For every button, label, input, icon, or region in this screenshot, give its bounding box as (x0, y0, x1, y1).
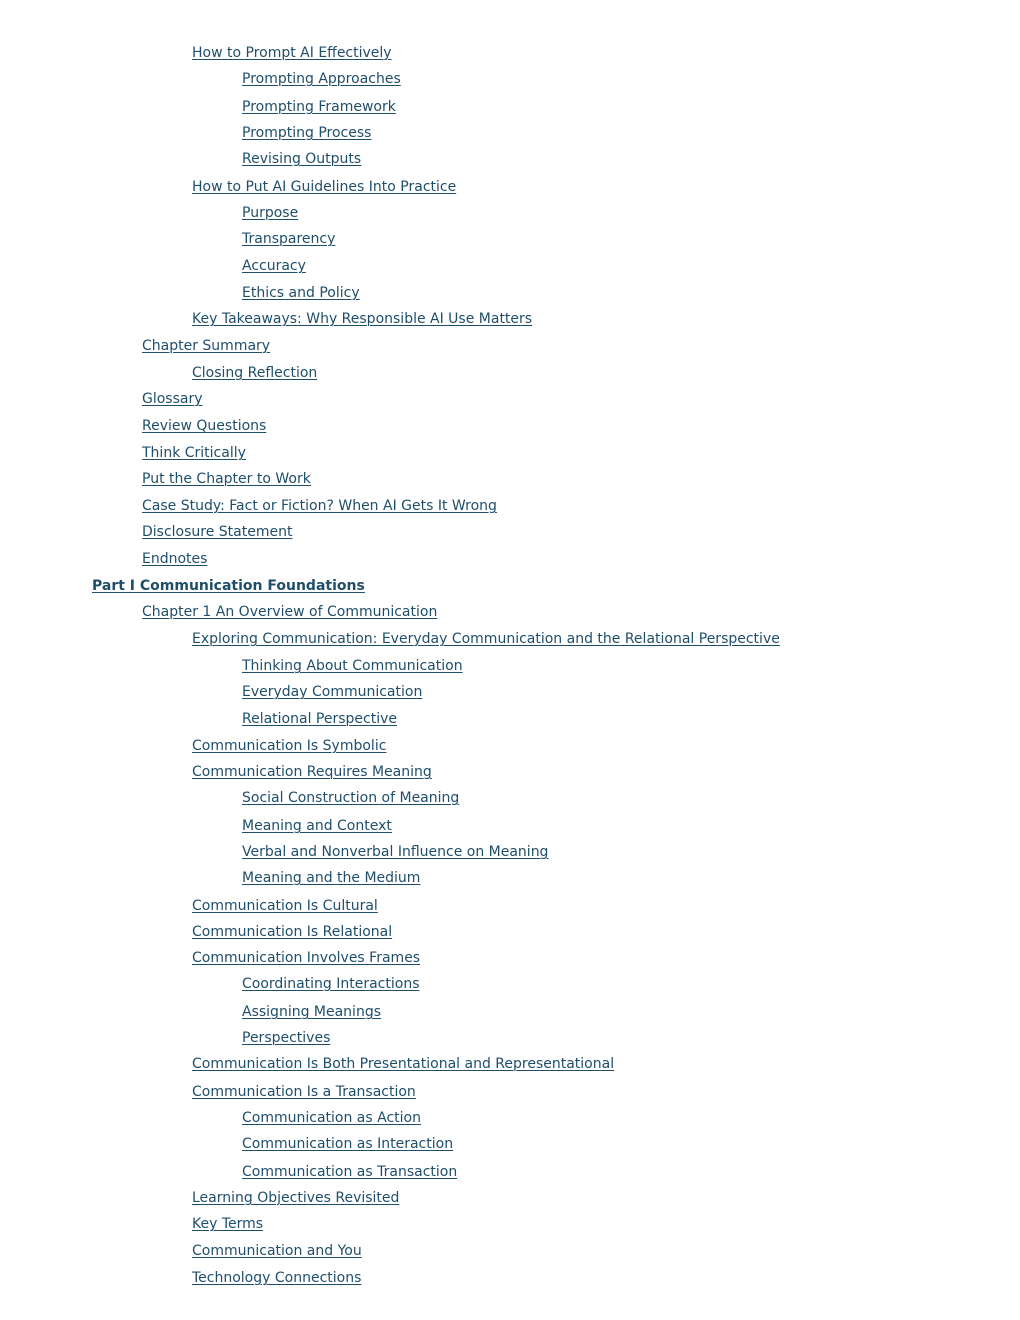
toc-link-key-terms[interactable]: Key Terms (192, 1216, 264, 1232)
toc-link-learning-objectives-revisited[interactable]: Learning Objectives Revisited (192, 1190, 400, 1206)
toc-link-prompting-approaches[interactable]: Prompting Approaches (242, 71, 401, 87)
toc-link-prompting-process[interactable]: Prompting Process (242, 125, 372, 141)
toc-link-communication-as-action[interactable]: Communication as Action (242, 1110, 421, 1126)
toc-link-communication-is-symbolic[interactable]: Communication Is Symbolic (192, 738, 387, 754)
toc-entry (242, 1108, 421, 1127)
toc-entry (192, 896, 378, 915)
toc-entry (242, 974, 419, 993)
toc-entry (242, 1134, 453, 1153)
toc-link-disclosure-statement[interactable]: Disclosure Statement (142, 524, 293, 540)
toc-link-exploring-communication[interactable]: Exploring Communication: Everyday Communication and the Relational Perspective (192, 631, 780, 647)
toc-entry (192, 922, 392, 941)
toc-link-communication-and-you[interactable]: Communication and You (192, 1243, 362, 1259)
toc-entry (242, 69, 401, 88)
toc-entry (192, 629, 780, 648)
toc-link-assigning-meanings[interactable]: Assigning Meanings (242, 1004, 382, 1020)
toc-entry (142, 443, 246, 462)
toc-link-coordinating-interactions[interactable]: Coordinating Interactions (242, 976, 420, 992)
toc-entry (192, 1241, 362, 1260)
toc-link-relational-perspective[interactable]: Relational Perspective (242, 711, 397, 727)
toc-entry (242, 842, 548, 861)
toc-link-communication-is-cultural[interactable]: Communication Is Cultural (192, 898, 378, 914)
toc-link-revising-outputs[interactable]: Revising Outputs (242, 151, 362, 167)
toc-link-verbal-nonverbal-influence[interactable]: Verbal and Nonverbal Influence on Meaning (242, 844, 549, 860)
toc-entry (242, 149, 361, 168)
toc-entry (242, 256, 306, 275)
toc-link-communication-as-interaction[interactable]: Communication as Interaction (242, 1136, 454, 1152)
toc-entry (142, 549, 207, 568)
toc-link-presentational-representational[interactable]: Communication Is Both Presentational and Representational (192, 1056, 615, 1072)
toc-entry (192, 1188, 399, 1207)
toc-link-ai-guidelines-into-practice[interactable]: How to Put AI Guidelines Into Practice (192, 179, 457, 195)
toc-link-perspectives[interactable]: Perspectives (242, 1030, 331, 1046)
toc-entry (142, 336, 270, 355)
toc-link-how-to-prompt-ai-effectively[interactable]: How to Prompt AI Effectively (192, 45, 392, 61)
toc-link-purpose[interactable]: Purpose (242, 205, 299, 221)
toc-entry (192, 1268, 361, 1287)
toc-entry (192, 43, 392, 62)
toc-entry (192, 762, 432, 781)
toc-entry (142, 602, 437, 621)
toc-entry (192, 363, 317, 382)
toc-link-chapter-summary[interactable]: Chapter Summary (142, 338, 271, 354)
toc-link-ethics-and-policy[interactable]: Ethics and Policy (242, 285, 360, 301)
toc-entry (242, 1162, 457, 1181)
toc-link-communication-is-a-transaction[interactable]: Communication Is a Transaction (192, 1084, 416, 1100)
toc-entry (192, 309, 532, 328)
toc-entry (192, 177, 456, 196)
toc-link-social-construction-of-meaning[interactable]: Social Construction of Meaning (242, 790, 460, 806)
toc-entry (242, 1028, 330, 1047)
toc-entry (242, 203, 298, 222)
toc-link-communication-requires-meaning[interactable]: Communication Requires Meaning (192, 764, 432, 780)
toc-entry (142, 389, 203, 408)
toc-entry (192, 1082, 416, 1101)
toc-entry (242, 229, 335, 248)
toc-link-part-i[interactable]: Part I Communication Foundations (92, 578, 365, 594)
toc-entry (92, 576, 365, 595)
toc-link-put-chapter-to-work[interactable]: Put the Chapter to Work (142, 471, 311, 487)
toc-link-key-takeaways[interactable]: Key Takeaways: Why Responsible AI Use Matters (192, 311, 533, 327)
toc-entry (242, 816, 392, 835)
toc-entry (192, 1054, 614, 1073)
toc-link-accuracy[interactable]: Accuracy (242, 258, 306, 274)
toc-link-meaning-and-context[interactable]: Meaning and Context (242, 818, 392, 834)
toc-entry (192, 1214, 263, 1233)
toc-link-technology-connections[interactable]: Technology Connections (192, 1270, 362, 1286)
toc-entry (192, 948, 420, 967)
toc-link-thinking-about-communication[interactable]: Thinking About Communication (242, 658, 463, 674)
toc-link-communication-involves-frames[interactable]: Communication Involves Frames (192, 950, 421, 966)
toc-entry (242, 868, 420, 887)
toc-link-think-critically[interactable]: Think Critically (142, 445, 246, 461)
toc-link-endnotes[interactable]: Endnotes (142, 551, 208, 567)
toc-entry (242, 123, 371, 142)
toc-link-prompting-framework[interactable]: Prompting Framework (242, 99, 396, 115)
toc-entry (142, 522, 292, 541)
toc-entry (242, 682, 422, 701)
toc-link-transparency[interactable]: Transparency (242, 231, 336, 247)
toc-entry (142, 496, 497, 515)
toc-link-chapter-1[interactable]: Chapter 1 An Overview of Communication (142, 604, 438, 620)
toc-link-meaning-and-the-medium[interactable]: Meaning and the Medium (242, 870, 421, 886)
toc-entry (142, 469, 311, 488)
toc-entry (242, 1002, 381, 1021)
toc-entry (242, 283, 360, 302)
toc-link-communication-is-relational[interactable]: Communication Is Relational (192, 924, 393, 940)
toc-link-case-study[interactable]: Case Study: Fact or Fiction? When AI Gets It Wrong (142, 498, 497, 514)
toc-entry (192, 736, 386, 755)
toc-entry (242, 97, 396, 116)
toc-link-communication-as-transaction[interactable]: Communication as Transaction (242, 1164, 458, 1180)
toc-link-closing-reflection[interactable]: Closing Reflection (192, 365, 318, 381)
toc-entry (242, 656, 463, 675)
toc-entry (242, 709, 397, 728)
toc-entry (242, 788, 459, 807)
toc-link-everyday-communication[interactable]: Everyday Communication (242, 684, 423, 700)
toc-entry (142, 416, 266, 435)
toc-link-glossary[interactable]: Glossary (142, 391, 203, 407)
toc-link-review-questions[interactable]: Review Questions (142, 418, 267, 434)
